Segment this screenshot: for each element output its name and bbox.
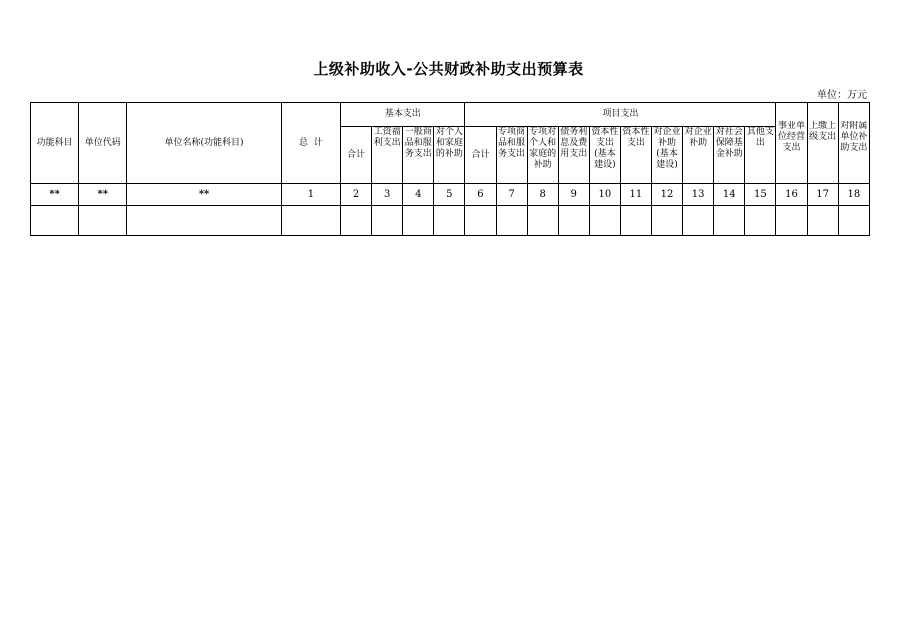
index-cell: 6 (465, 184, 496, 206)
empty-cell (620, 206, 651, 236)
header-biz-expense: 事业单位经营支出 (776, 103, 807, 184)
header-project-sum: 合计 (465, 127, 496, 184)
empty-cell (589, 206, 620, 236)
header-func-subject: 功能科目 (31, 103, 79, 184)
index-cell: 7 (496, 184, 527, 206)
empty-cell (31, 206, 79, 236)
index-cell: ** (31, 184, 79, 206)
empty-cell (838, 206, 869, 236)
index-cell: 13 (683, 184, 714, 206)
header-basic-sum: 合计 (341, 127, 372, 184)
empty-cell (527, 206, 558, 236)
index-cell: 5 (434, 184, 465, 206)
empty-cell (403, 206, 434, 236)
empty-cell (496, 206, 527, 236)
index-cell: 15 (745, 184, 776, 206)
index-cell: 17 (807, 184, 838, 206)
empty-cell (807, 206, 838, 236)
index-cell: 14 (714, 184, 745, 206)
empty-cell (776, 206, 807, 236)
header-sub-expense: 对附属单位补助支出 (838, 103, 869, 184)
page-title: 上级补助收入-公共财政补助支出预算表 (313, 60, 584, 78)
empty-cell (281, 206, 340, 236)
empty-cell (465, 206, 496, 236)
header-basic-col: 对个人和家庭的补助 (434, 127, 465, 184)
header-project-col: 其他支出 (745, 127, 776, 184)
empty-cell (341, 206, 372, 236)
index-cell: 10 (589, 184, 620, 206)
empty-cell (714, 206, 745, 236)
empty-cell (745, 206, 776, 236)
index-cell: ** (127, 184, 282, 206)
index-cell: 18 (838, 184, 869, 206)
index-cell: 12 (651, 184, 682, 206)
header-total: 总 计 (281, 103, 340, 184)
header-unit-name: 单位名称(功能科目) (127, 103, 282, 184)
index-cell: 1 (281, 184, 340, 206)
empty-cell (79, 206, 127, 236)
index-cell: ** (79, 184, 127, 206)
header-upper-expense: 上缴上级支出 (807, 103, 838, 184)
index-cell: 16 (776, 184, 807, 206)
index-cell: 11 (620, 184, 651, 206)
header-basic-col: 一般商品和服务支出 (403, 127, 434, 184)
index-row (31, 184, 870, 206)
header-project-col: 资本性支出(基本建设) (589, 127, 620, 184)
header-project-col: 专项对个人和家庭的补助 (527, 127, 558, 184)
empty-cell (434, 206, 465, 236)
index-cell: 3 (372, 184, 403, 206)
index-cell: 4 (403, 184, 434, 206)
index-cell: 8 (527, 184, 558, 206)
header-project-col: 对企业补助 (683, 127, 714, 184)
unit-label: 单位：万元 (817, 90, 867, 101)
budget-table (30, 102, 870, 236)
header-project-col: 对社会保障基金补助 (714, 127, 745, 184)
header-project-col: 资本性支出 (620, 127, 651, 184)
empty-cell (651, 206, 682, 236)
index-cell: 9 (558, 184, 589, 206)
index-cell: 2 (341, 184, 372, 206)
header-project-col: 对企业补助(基本建设) (651, 127, 682, 184)
empty-cell (127, 206, 282, 236)
empty-cell (372, 206, 403, 236)
header-basic-group: 基本支出 (341, 103, 465, 127)
header-basic-col: 工资福利支出 (372, 127, 403, 184)
table-row (31, 206, 870, 236)
header-project-col: 专项商品和服务支出 (496, 127, 527, 184)
empty-cell (683, 206, 714, 236)
header-project-group: 项目支出 (465, 103, 776, 127)
header-project-col: 债务利息及费用支出 (558, 127, 589, 184)
empty-cell (558, 206, 589, 236)
header-unit-code: 单位代码 (79, 103, 127, 184)
